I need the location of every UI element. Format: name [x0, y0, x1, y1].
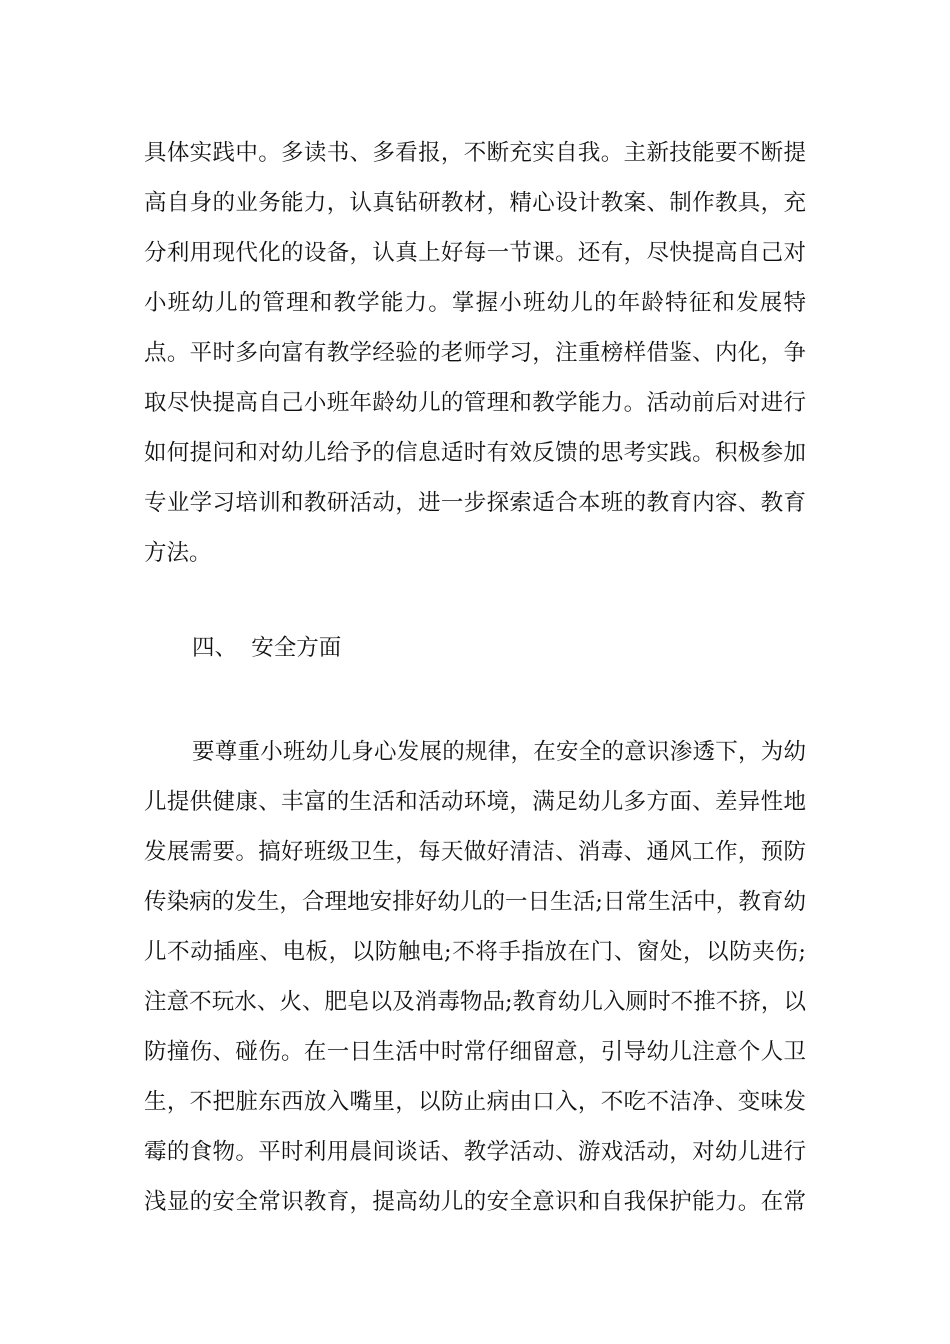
paragraph-line: 如何提问和对幼儿给予的信息适时有效反馈的思考实践。积极参加 [144, 440, 806, 466]
paragraph-line: 取尽快提高自己小班年龄幼儿的管理和教学能力。活动前后对进行 [144, 390, 806, 416]
paragraph-line: 高自身的业务能力，认真钻研教材，精心设计教案、制作教具，充 [144, 190, 806, 216]
paragraph-line: 发展需要。搞好班级卫生，每天做好清洁、消毒、通风工作，预防 [144, 839, 806, 865]
paragraph-line: 霉的食物。平时利用晨间谈话、教学活动、游戏活动，对幼儿进行 [144, 1139, 806, 1165]
paragraph-line: 儿提供健康、丰富的生活和活动环境，满足幼儿多方面、差异性地 [144, 789, 806, 815]
paragraph-line: 小班幼儿的管理和教学能力。掌握小班幼儿的年龄特征和发展特 [144, 290, 806, 316]
paragraph-line: 要尊重小班幼儿身心发展的规律，在安全的意识渗透下，为幼 [192, 739, 806, 765]
section-heading: 四、 安全方面 [192, 635, 342, 661]
paragraph-line: 传染病的发生，合理地安排好幼儿的一日生活;日常生活中，教育幼 [144, 889, 806, 915]
paragraph-line: 方法。 [144, 540, 212, 566]
paragraph-line: 生，不把脏东西放入嘴里，以防止病由口入，不吃不洁净、变味发 [144, 1089, 806, 1115]
paragraph-line: 点。平时多向富有教学经验的老师学习，注重榜样借鉴、内化，争 [144, 340, 806, 366]
paragraph-line: 注意不玩水、火、肥皂以及消毒物品;教育幼儿入厕时不推不挤，以 [144, 989, 806, 1015]
paragraph-line: 具体实践中。多读书、多看报，不断充实自我。主新技能要不断提 [144, 140, 806, 166]
paragraph-line: 防撞伤、碰伤。在一日生活中时常仔细留意，引导幼儿注意个人卫 [144, 1039, 806, 1065]
paragraph-line: 专业学习培训和教研活动，进一步探索适合本班的教育内容、教育 [144, 490, 806, 516]
paragraph-line: 浅显的安全常识教育，提高幼儿的安全意识和自我保护能力。在常 [144, 1189, 806, 1215]
paragraph-line: 儿不动插座、电板，以防触电;不将手指放在门、窗处，以防夹伤; [144, 939, 806, 965]
paragraph-line: 分利用现代化的设备，认真上好每一节课。还有，尽快提高自己对 [144, 240, 806, 266]
